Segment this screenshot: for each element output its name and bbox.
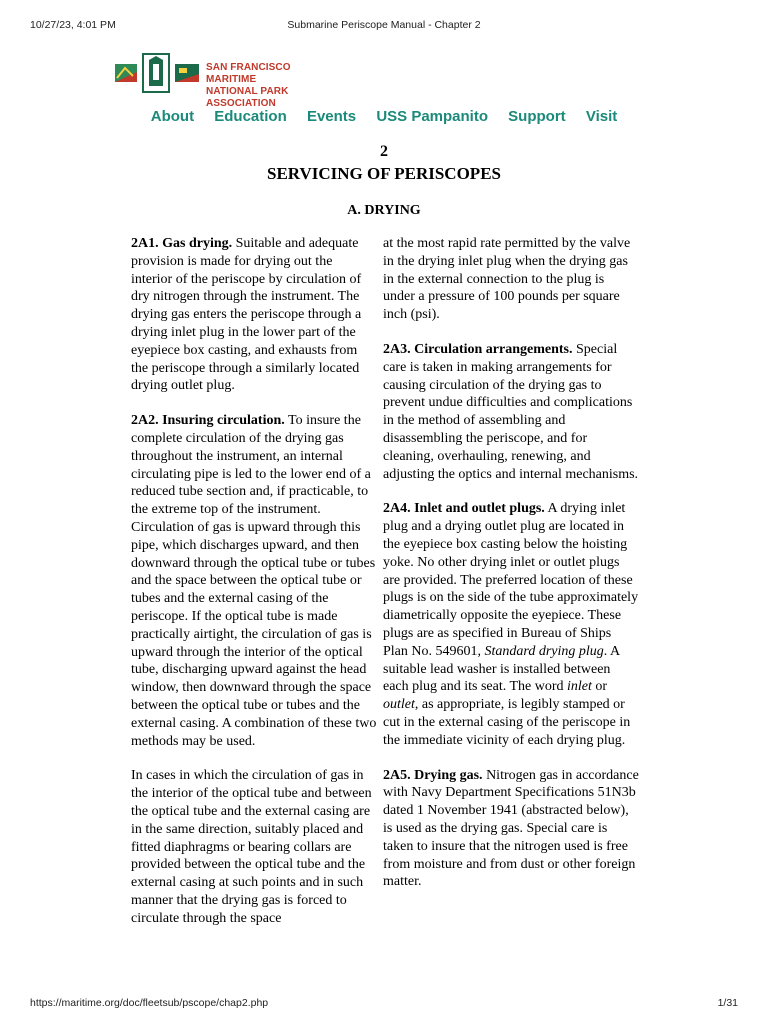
paragraph-text: Suitable and adequate provision is made for drying out the interior of the periscope by circulation of dry nitrogen through the instrument. The drying gas enters the periscope through a drying inlet plug in the lower part of the eyepiece box casting, and exhausts from the periscope through a similarly located drying outlet plug. <box>131 236 362 394</box>
chapter-title: SERVICING OF PERISCOPES <box>267 164 501 183</box>
paragraph-heading: 2A1. Gas drying. <box>131 236 233 251</box>
nav-link-about[interactable]: About <box>150 108 195 125</box>
paragraph-italic: inlet <box>567 679 592 695</box>
paragraph-text: Nitrogen gas in accordance with Navy Department Specifications 51N3b dated 1 November 1941 (abstracted below), is used as the drying gas. Special care is taken to insure that the nitrogen used is free from moisture and from dust or other foreign matter. <box>383 767 639 890</box>
paragraph-text: In cases in which the circulation of gas in the interior of the optical tube and between the optical tube and the external casing are in the same direction, suitably placed and fitted diaphragms or bearing collars are provided between the optical tube and the external casing at such points and in such manner that the drying gas is forced to circulate through the space <box>131 768 372 926</box>
paragraph-continuation <box>383 235 639 324</box>
chapter-number: 2 <box>380 143 388 160</box>
main-nav <box>0 108 768 125</box>
paragraph-2a5 <box>383 767 639 892</box>
paragraph-italic: outlet <box>383 697 415 713</box>
paragraph-text: . A suitable lead washer is installed between each plug and its seat. The word <box>383 643 620 695</box>
logo-line-2: NATIONAL PARK ASSOCIATION <box>206 86 289 109</box>
sfmnpa-logo[interactable] <box>113 52 343 109</box>
paragraph-2a2-continued <box>131 767 377 927</box>
print-document-title: Submarine Periscope Manual - Chapter 2 <box>287 19 481 31</box>
nav-link-education[interactable]: Education <box>214 108 287 125</box>
nav-link-uss-pampanito[interactable]: USS Pampanito <box>376 108 488 125</box>
paragraph-text: Special care is taken in making arrangements for causing circulation of the drying gas to prevent undue difficulties and complications in the method of assembling and disassembling the periscope, and for cleaning, overhauling, renewing, and adjusting the optics and internal mechanisms. <box>383 341 639 482</box>
paragraph-text: at the most rapid rate permitted by the valve in the drying inlet plug when the drying gas in the external connection to the plug is under a pressure of 100 pounds per square inch (psi). <box>383 236 631 323</box>
paragraph-2a4 <box>383 500 639 749</box>
paragraph-text: , as appropriate, is legibly stamped or cut in the external casing of the periscope in the immediate vicinity of each drying plug. <box>383 697 631 748</box>
print-header <box>30 19 738 33</box>
logo-line-1: SAN FRANCISCO MARITIME <box>206 62 291 85</box>
print-timestamp: 10/27/23, 4:01 PM <box>30 19 116 31</box>
paragraph-2a1 <box>131 235 377 395</box>
nav-link-events[interactable]: Events <box>306 108 357 125</box>
nav-link-visit[interactable]: Visit <box>585 108 618 125</box>
paragraph-text: A drying inlet plug and a drying outlet plug are located in the eyepiece box casting below the hoisting yoke. No other drying inlet or outlet plugs are provided. The preferred location of these plugs is on the side of the tube approximately diametrically opposite the eyepiece. These plugs are as specified in Bureau of Ships Plan No. 549601, <box>383 501 639 659</box>
paragraph-italic: Standard drying plug <box>484 643 604 659</box>
paragraph-2a3 <box>383 341 639 483</box>
paragraph-heading: 2A3. Circulation arrangements. <box>383 341 573 357</box>
paragraph-text: To insure the complete circulation of the drying gas throughout the instrument, an internal circulating pipe is led to the lower end of a reduced tube section and, if practicable, to the extreme top of the instrument. Circulation of gas is upward through this pipe, which discharges upward, and then downward through the optical tube or tubes and the space between the optical tube or tubes and the external casing of the periscope. If the optical tube is made practically airtight, the circulation of gas is upward through the interior of the optical tube, discharging upward against the head window, then downward through the space between the optical tube or tubes and the external casing. A combination of these two methods may be used. <box>131 413 377 749</box>
print-url[interactable]: https://maritime.org/doc/fleetsub/pscope/chap2.php <box>30 997 269 1009</box>
logo-text <box>206 62 343 110</box>
paragraph-heading: 2A5. Drying gas. <box>383 767 483 783</box>
paragraph-heading: 2A4. Inlet and outlet plugs. <box>383 501 545 517</box>
section-title: A. DRYING <box>347 203 421 218</box>
print-page-number: 1/31 <box>717 997 738 1009</box>
paragraph-heading: 2A2. Insuring circulation. <box>131 413 285 429</box>
print-footer <box>30 997 738 1011</box>
nav-link-support[interactable]: Support <box>508 108 566 125</box>
paragraph-text: or <box>591 679 608 695</box>
left-column <box>131 235 377 944</box>
right-column <box>383 235 639 908</box>
logo-emblem-icon <box>113 52 203 94</box>
paragraph-2a2 <box>131 412 377 750</box>
